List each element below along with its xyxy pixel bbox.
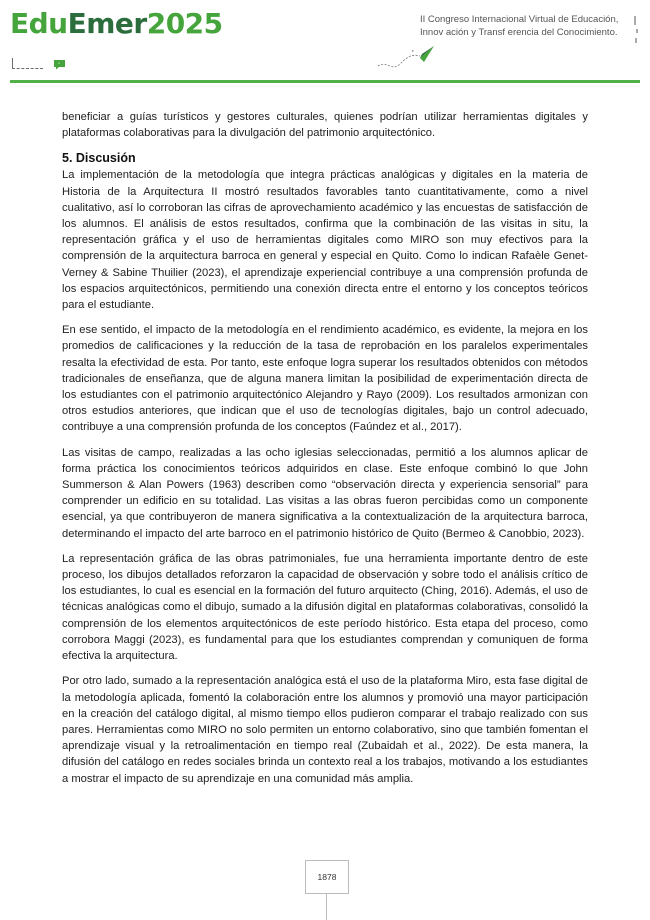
body-paragraph: En ese sentido, el impacto de la metodología en el rendimiento académico, es evidente, la mejora en los promedios de calificaciones y la reducción de la tasa de reprobación en los paralelos experimentales resalta la efectividad de esta. Por tanto, este enfoque logra superar los resultados obtenidos con métodos tradicionales de enseñanza, que de alguna manera limitan la posibilidad de experimentación directa de los estudiantes con el patrimonio arquitectónico Alejandro y Rayo (2009). Los resultados armonizan con otros estudios anteriores, que indican que el uso de tecnologías digitales, bajo un control adecuado, contribuye a una comprensión profunda de los conceptos (Faúndez et al., 2017). (62, 324, 588, 434)
logo-dotted-line (12, 58, 43, 69)
header-divider (10, 80, 640, 83)
chat-icon (53, 59, 66, 70)
page-header (0, 0, 650, 90)
congress-title-line1: II Congreso Internacional Virtual de Educación, (420, 14, 619, 25)
page-number-stem (326, 893, 327, 920)
body-paragraph: Por otro lado, sumado a la representación analógica está el uso de la plataforma Miro, esta fase digital de la metodología aplicada, fomentó la colaboración entre los alumnos y promovió una mayor participación en la creación del catálogo digital, al mismo tiempo ellos pudieron comparar el trabajo realizado con sus pares. Herramientas como MIRO no solo permiten un entorno colaborativo, sino que también fomentan el aprendizaje visual y la retroalimentación en tiempo real (Zubaidah et al., 2022). De esta manera, la difusión del catálogo en redes sociales brinda un contexto real a los trabajos, motivando a los estudiantes a mostrar el impacto de su aprendizaje en una comunidad más amplia. (62, 675, 588, 785)
body-paragraph: La representación gráfica de las obras patrimoniales, fue una herramienta importante dentro de este proceso, los dibujos detallados reforzaron la capacidad de observación y sobre todo el análisis crítico de los estudiantes, lo cual es esencial en la formación del futuro arquitecto (Ching, 2016). Además, el uso de técnicas analógicas como el dibujo, sumado a la difusión digital en plataformas colaborativas, consolidó la comprensión de los elementos arquitectónicos de este período histórico. Esta etapa del proceso, como corrobora Maggi (2023), es fundamental para que los estudiantes comprendan y comuniquen de forma efectiva la arquitectura. (62, 552, 588, 663)
body-paragraph: La implementación de la metodología que integra prácticas analógicas y digitales en la materia de Historia de la Arquitectura II mostró resultados favorables tanto cuantitativamente, como a nivel cualitativo, así lo corroboran las cifras de aprovechamiento académico y las encuestas de satisfacción de los alumnos. El análisis de estos resultados, confirma que la combinación de las visitas in situ, la representación gráfica y el uso de herramientas digitales como MIRO son muy efectivos para la comprensión de la arquitectura barroca en general y especial en Quito. Como lo indican Rafaèle Genet-Verney & Sabine Thuilier (2023), el aprendizaje experiencial contribuye a una comprensión profunda de los espacios arquitectónicos, permitiendo una conexión directa entre el entorno y los conceptos teóricos para el estudiante. (62, 169, 588, 312)
decorative-ticks (632, 15, 640, 45)
event-logo (10, 8, 223, 40)
logo-part-edu: Edu (10, 7, 68, 40)
congress-title (420, 13, 630, 39)
intro-paragraph: beneficiar a guías turísticos y gestores culturales, quienes podrían utilizar herramientas digitales y plataformas colaborativas para la divulgación del patrimonio arquitectónico. (62, 111, 588, 140)
page-number: 1878 (305, 860, 349, 894)
article-body (62, 109, 588, 796)
paper-plane-icon (376, 42, 436, 72)
logo-part-emer: Emer (67, 7, 147, 40)
body-paragraph: Las visitas de campo, realizadas a las ocho iglesias seleccionadas, permitió a los alumnos aplicar de forma práctica los conocimientos teóricos adquiridos en clase. Este enfoque combinó lo que John Summerson & Alan Powers (1963) describen como “observación directa y experiencia sensorial” para comprender un edificio en su totalidad. Las visitas a las obras fueron percibidas como un componente esencial, ya que contribuyeron de manera significativa a la contextualización de la arquitectura barroca, determinando el impacto del arte barroco en el patrimonio histórico de Quito (Bermeo & Canobbio, 2023). (62, 446, 588, 540)
congress-title-line2: Innov ación y Transf erencia del Conocimiento. (420, 27, 618, 38)
section-heading: 5. Discusión (62, 151, 136, 166)
logo-part-year: 2025 (146, 7, 223, 40)
